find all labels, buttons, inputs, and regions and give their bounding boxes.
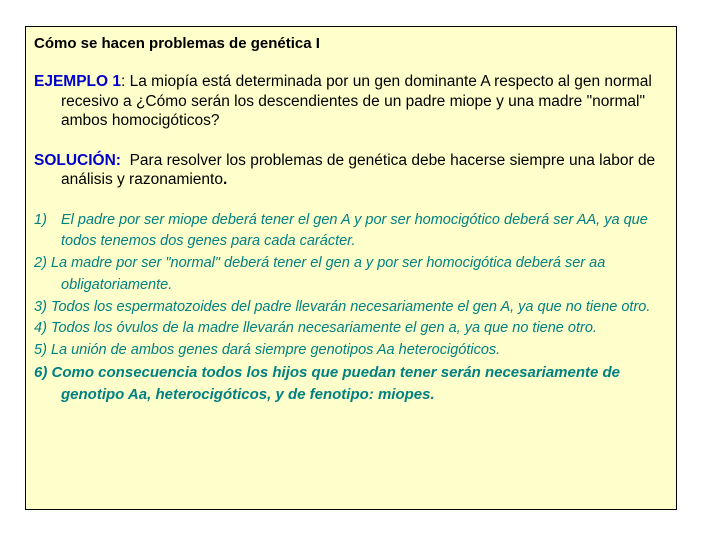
list-item	[34, 318, 668, 340]
step-text: La madre por ser "normal" deberá tener el gen a y por ser homocigótica deberá ser aa obligatoriamente.	[50, 255, 606, 293]
slide-box	[25, 26, 677, 510]
solution-paragraph	[34, 151, 668, 190]
step-number: 3)	[34, 298, 47, 315]
list-item	[34, 210, 668, 254]
steps-list	[34, 210, 668, 406]
list-item	[34, 253, 668, 297]
example-label: EJEMPLO 1	[34, 73, 121, 90]
step-text: Como consecuencia todos los hijos que puedan tener serán necesariamente de genotipo Aa, heterocigóticos, y de fenotipo: miopes.	[51, 364, 621, 403]
step-text: El padre por ser miope deberá tener el gen A y por ser homocigótico deberá ser AA, ya que todos tenemos dos genes para cada carácter.	[61, 211, 648, 250]
list-item	[34, 340, 668, 362]
step-text: Todos los espermatozoides del padre llevarán necesariamente el gen A, ya que no tiene otro.	[50, 298, 651, 315]
step-number: 1)	[34, 211, 47, 228]
solution-end: .	[222, 171, 228, 188]
step-text: La unión de ambos genes dará siempre genotipos Aa heterocigóticos.	[50, 342, 501, 359]
step-number: 5)	[34, 342, 47, 359]
step-number: 4)	[34, 320, 47, 337]
solution-text: Para resolver los problemas de genética debe hacerse siempre una labor de análisis y razonamiento	[61, 151, 656, 188]
page-title: Cómo se hacen problemas de genética I	[34, 35, 320, 52]
example-text: : La miopía está determinada por un gen dominante A respecto al gen normal recesivo a ¿Cómo serán los descendientes de un padre miope y una madre "normal" ambos homocigóticos?	[61, 73, 652, 129]
step-text: Todos los óvulos de la madre llevarán necesariamente el gen a, ya que no tiene otro.	[50, 320, 597, 337]
step-number: 6)	[34, 364, 48, 382]
example-paragraph	[34, 72, 668, 131]
step-number: 2)	[34, 255, 47, 272]
list-item	[34, 362, 668, 406]
list-item	[34, 297, 668, 319]
solution-label: SOLUCIÓN:	[34, 151, 121, 169]
